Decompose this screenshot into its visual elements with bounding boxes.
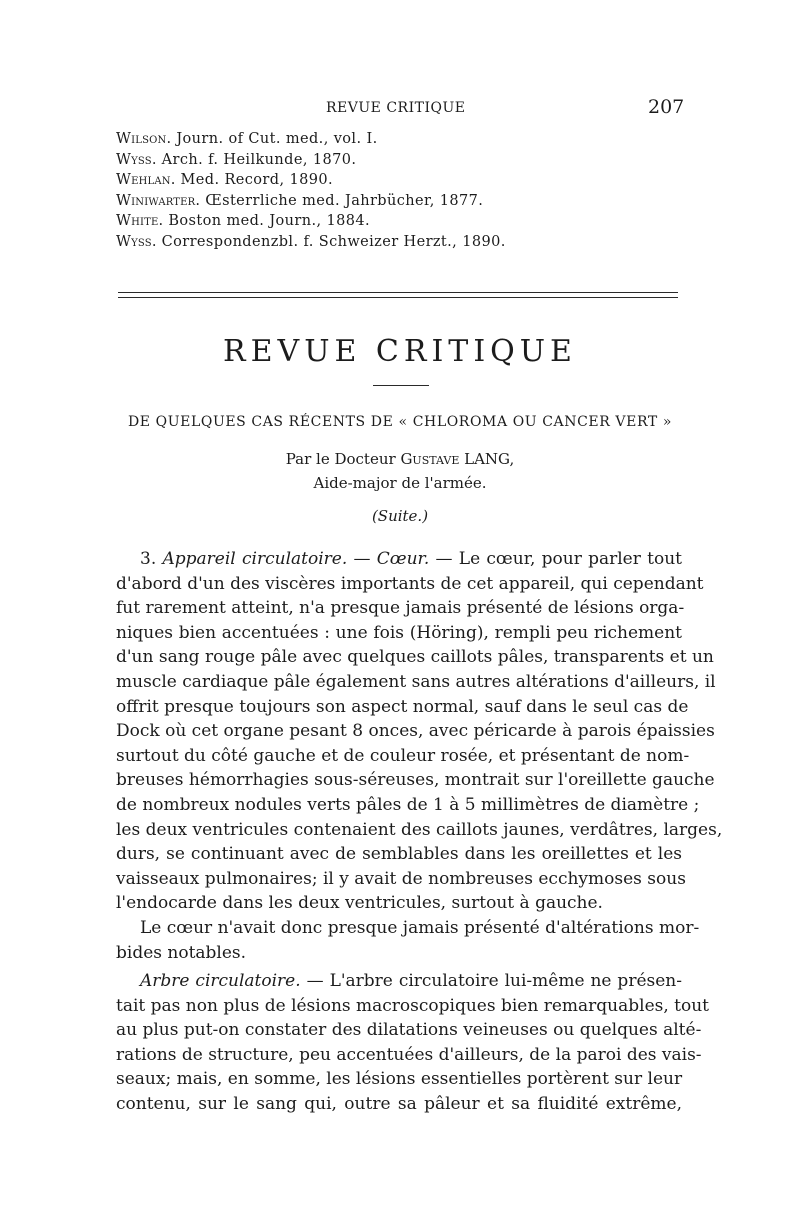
reference-list	[116, 129, 676, 253]
body-line: muscle cardiaque pâle également sans autres altérations d'ailleurs, il	[116, 671, 716, 692]
subsection-heading: Cœur.	[376, 549, 430, 569]
reference-author: Wilson.	[116, 131, 172, 147]
body-line: tait pas non plus de lésions macroscopiques bien remarquables, tout	[116, 995, 710, 1016]
reference-item	[116, 129, 676, 150]
reference-item	[116, 170, 676, 191]
body-line: surtout du côté gauche et de couleur rosée, et présentant de nom-	[116, 745, 690, 766]
body-line: seaux; mais, en somme, les lésions essentielles portèrent sur leur	[116, 1069, 683, 1090]
reference-author: Wyss.	[116, 151, 157, 168]
body-line: d'abord d'un des viscères importants de cet appareil, qui cependant	[116, 573, 704, 594]
body-line: bides notables.	[116, 942, 247, 963]
reference-author: Wehlan.	[116, 172, 176, 189]
reference-item	[116, 211, 676, 232]
body-line: offrit presque toujours son aspect normal, sauf dans le seul cas de	[116, 696, 689, 717]
reference-text: Œsterrliche med. Jahrbücher, 1877.	[200, 192, 484, 209]
reference-item	[116, 232, 676, 253]
reference-text: Med. Record, 1890.	[175, 172, 333, 189]
body-text: — L'arbre circulatoire lui-même ne présen-	[300, 971, 682, 992]
reference-author: Winiwarter.	[116, 192, 201, 209]
title-underline	[373, 385, 429, 386]
body-line: Le cœur n'avait donc presque jamais présenté d'altérations mor-	[140, 917, 700, 938]
body-line: durs, se continuant avec de semblables dans les oreillettes et les	[116, 844, 682, 865]
reference-item	[116, 191, 676, 212]
author-name: Gustave LANG,	[400, 450, 515, 468]
article-title: REVUE CRITIQUE	[223, 334, 577, 369]
body-line: niques bien accentuées : une fois (Höring), rempli peu richement	[116, 622, 682, 643]
running-head	[0, 98, 800, 122]
running-title: REVUE CRITIQUE	[326, 100, 466, 116]
reference-text: Journ. of Cut. med., vol. I.	[171, 131, 378, 147]
byline-author-line	[0, 447, 800, 471]
body-line: Dock où cet organe pesant 8 onces, avec péricarde à parois épaissies	[116, 721, 715, 742]
article-body	[116, 547, 723, 1117]
body-line: contenu, sur le sang qui, outre sa pâleur et sa fluidité extrême,	[116, 1094, 682, 1115]
byline-prefix: Par le Docteur	[285, 450, 401, 468]
body-line	[116, 547, 682, 572]
page-number: 207	[648, 96, 685, 118]
reference-text: Arch. f. Heilkunde, 1870.	[156, 151, 357, 168]
body-line: rations de structure, peu accentuées d'ailleurs, de la paroi des vais-	[116, 1044, 702, 1065]
body-text: — Le cœur, pour parler tout	[429, 549, 682, 569]
section-divider	[118, 297, 678, 298]
body-line: l'endocarde dans les deux ventricules, surtout à gauche.	[116, 893, 603, 914]
body-line: les deux ventricules contenaient des caillots jaunes, verdâtres, larges,	[116, 819, 723, 840]
section-heading: Appareil circulatoire.	[162, 549, 348, 569]
continued-note: (Suite.)	[371, 507, 429, 525]
reference-text: Correspondenzbl. f. Schweizer Herzt., 1890.	[156, 233, 506, 250]
body-line: breuses hémorrhagies sous-séreuses, montrait sur l'oreillette gauche	[116, 770, 715, 791]
body-line: d'un sang rouge pâle avec quelques caillots pâles, transparents et un	[116, 647, 714, 668]
reference-item	[116, 150, 676, 171]
body-line	[116, 969, 682, 994]
reference-author: White.	[116, 213, 164, 230]
reference-text: Boston med. Journ., 1884.	[163, 213, 371, 230]
author-role: Aide-major de l'armée.	[313, 474, 487, 492]
byline	[0, 447, 800, 495]
section-number: 3.	[140, 549, 163, 569]
article-subtitle: DE QUELQUES CAS RÉCENTS DE « CHLOROMA OU CANCER VERT »	[127, 414, 673, 430]
body-line: de nombreux nodules verts pâles de 1 à 5 millimètres de diamètre ;	[116, 794, 700, 815]
body-line: fut rarement atteint, n'a presque jamais présenté de lésions orga-	[116, 598, 685, 619]
heading-separator: —	[347, 549, 377, 569]
section-divider	[118, 292, 678, 293]
body-line: au plus put-on constater des dilatations veineuses ou quelques alté-	[116, 1020, 702, 1041]
body-line: vaisseaux pulmonaires; il y avait de nombreuses ecchymoses sous	[116, 868, 686, 889]
section-heading: Arbre circulatoire.	[140, 971, 301, 992]
reference-author: Wyss.	[116, 233, 157, 250]
